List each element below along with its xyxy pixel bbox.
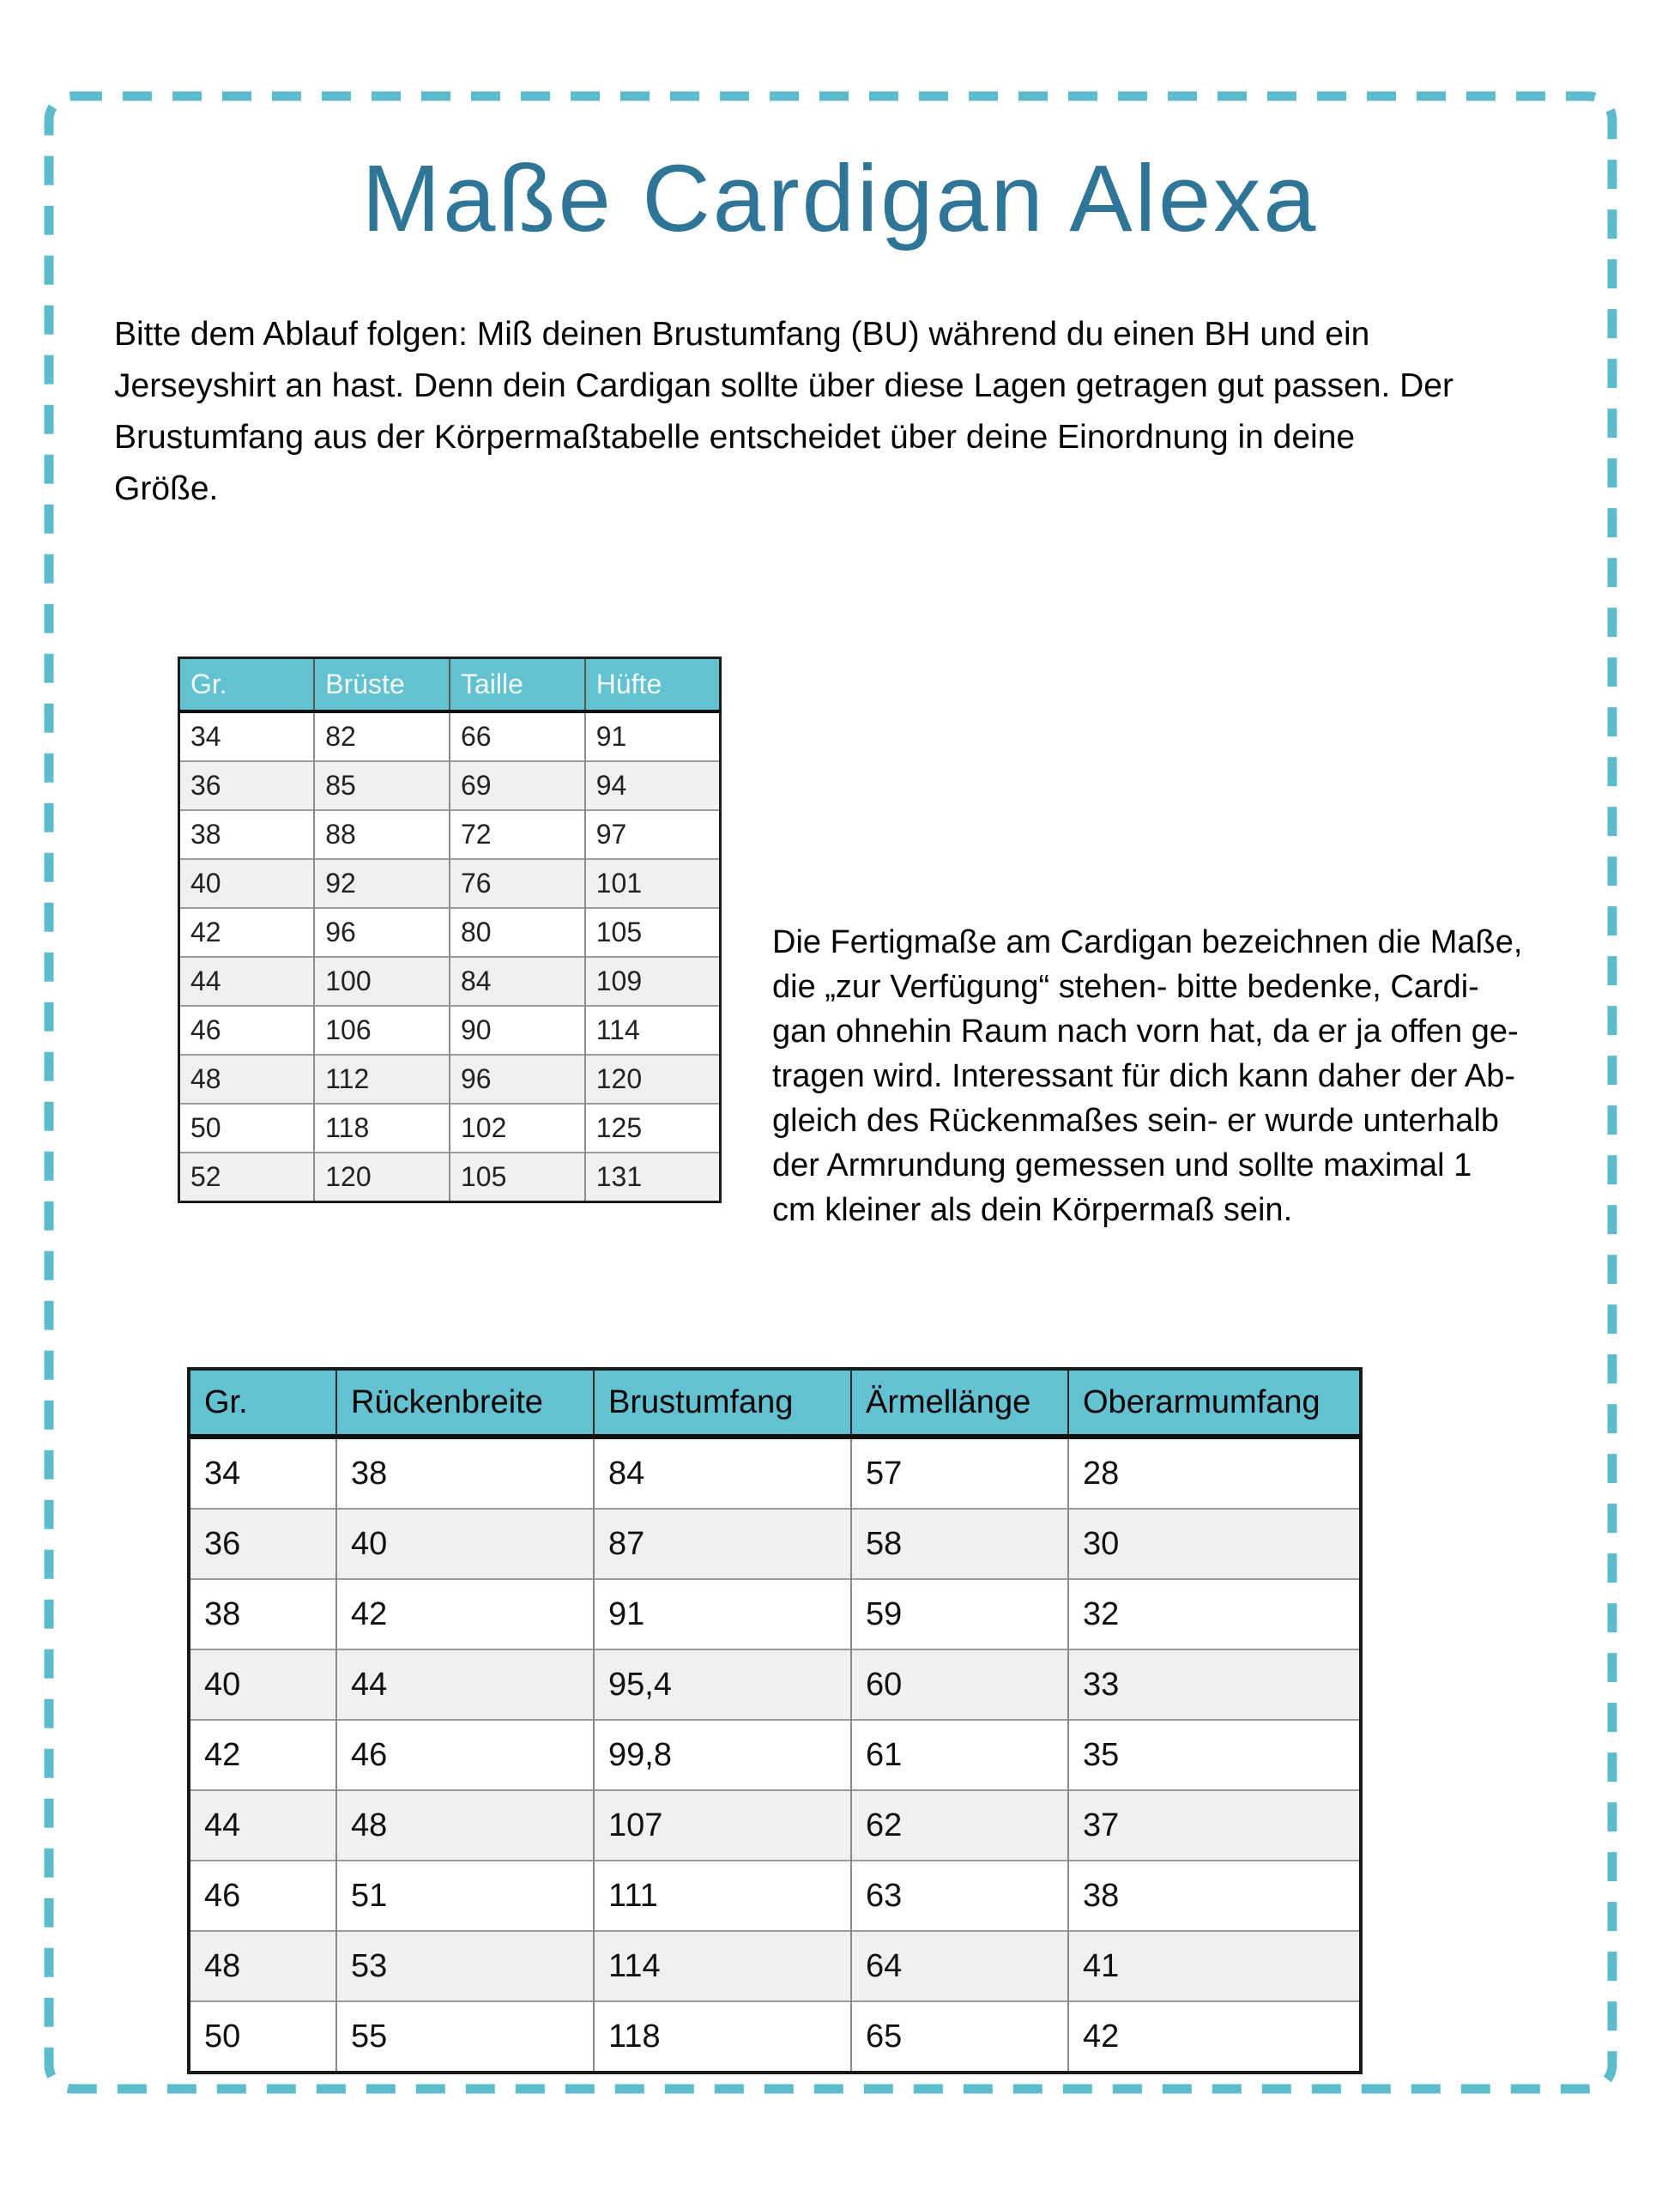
table-cell: 44	[336, 1649, 594, 1720]
table-cell: 118	[314, 1104, 450, 1153]
table-cell: 87	[594, 1509, 851, 1579]
table-cell: 84	[594, 1437, 851, 1509]
table-row	[189, 1579, 1361, 1649]
table-row	[189, 1649, 1361, 1720]
table-header-row	[179, 658, 721, 712]
intro-paragraph	[114, 309, 1573, 515]
table-row	[179, 957, 721, 1006]
table-cell: 82	[314, 711, 450, 761]
koerpermass-table-head	[179, 658, 721, 712]
table-row	[189, 1931, 1361, 2001]
column-header: Rückenbreite	[336, 1369, 594, 1437]
text-line: die „zur Verfügung“ stehen- bitte bedenke, Cardi-	[772, 969, 1479, 1005]
table-cell: 94	[585, 761, 721, 810]
table-cell: 34	[189, 1437, 336, 1509]
text-line: Bitte dem Ablauf folgen: Miß deinen Brustumfang (BU) während du einen BH und ein	[114, 316, 1370, 353]
table-cell: 69	[450, 761, 585, 810]
table-cell: 107	[594, 1790, 851, 1861]
table-cell: 38	[1068, 1861, 1361, 1931]
table-cell: 38	[189, 1579, 336, 1649]
column-header: Hüfte	[585, 658, 721, 712]
table-cell: 118	[594, 2001, 851, 2073]
table-cell: 66	[450, 711, 585, 761]
table-cell: 42	[1068, 2001, 1361, 2073]
table-header-row	[189, 1369, 1361, 1437]
text-line: tragen wird. Interessant für dich kann daher der Ab-	[772, 1058, 1516, 1094]
table-row	[179, 1104, 721, 1153]
table-row	[179, 1153, 721, 1202]
table-cell: 42	[336, 1579, 594, 1649]
table-cell: 48	[179, 1055, 315, 1104]
table-cell: 90	[450, 1006, 585, 1055]
table-cell: 64	[851, 1931, 1068, 2001]
table-cell: 105	[450, 1153, 585, 1202]
table-cell: 44	[179, 957, 315, 1006]
fertigmass-table-head	[189, 1369, 1361, 1437]
table-cell: 50	[189, 2001, 336, 2073]
table-cell: 80	[450, 908, 585, 957]
table-cell: 55	[336, 2001, 594, 2073]
table-row	[179, 761, 721, 810]
table-cell: 35	[1068, 1720, 1361, 1790]
table-cell: 51	[336, 1861, 594, 1931]
fertigmass-note-paragraph	[772, 920, 1570, 1232]
column-header: Taille	[450, 658, 585, 712]
table-cell: 97	[585, 810, 721, 859]
table-row	[179, 908, 721, 957]
table-cell: 28	[1068, 1437, 1361, 1509]
koerpermass-table-body	[179, 711, 721, 1202]
table-cell: 37	[1068, 1790, 1361, 1861]
table-cell: 40	[189, 1649, 336, 1720]
table-cell: 106	[314, 1006, 450, 1055]
table-cell: 109	[585, 957, 721, 1006]
column-header: Ärmellänge	[851, 1369, 1068, 1437]
table-cell: 36	[189, 1509, 336, 1579]
table-row	[189, 1790, 1361, 1861]
table-row	[179, 859, 721, 908]
table-cell: 42	[179, 908, 315, 957]
text-line: Die Fertigmaße am Cardigan bezeichnen die Maße,	[772, 924, 1523, 960]
table-cell: 30	[1068, 1509, 1361, 1579]
table-cell: 36	[179, 761, 315, 810]
column-header: Brüste	[314, 658, 450, 712]
table-cell: 96	[314, 908, 450, 957]
table-cell: 32	[1068, 1579, 1361, 1649]
table-cell: 91	[594, 1579, 851, 1649]
text-line: Größe.	[114, 470, 219, 507]
table-cell: 92	[314, 859, 450, 908]
table-row	[189, 1861, 1361, 1931]
fertigmass-table	[187, 1367, 1363, 2074]
table-cell: 42	[189, 1720, 336, 1790]
table-cell: 40	[179, 859, 315, 908]
table-cell: 120	[314, 1153, 450, 1202]
table-row	[189, 1509, 1361, 1579]
table-row	[179, 1055, 721, 1104]
table-row	[179, 810, 721, 859]
table-cell: 46	[189, 1861, 336, 1931]
table-cell: 76	[450, 859, 585, 908]
table-cell: 38	[336, 1437, 594, 1509]
table-cell: 46	[179, 1006, 315, 1055]
table-cell: 131	[585, 1153, 721, 1202]
table-cell: 85	[314, 761, 450, 810]
table-row	[189, 1720, 1361, 1790]
table-row	[179, 711, 721, 761]
table-cell: 95,4	[594, 1649, 851, 1720]
column-header: Brustumfang	[594, 1369, 851, 1437]
table-cell: 91	[585, 711, 721, 761]
text-line: cm kleiner als dein Körpermaß sein.	[772, 1192, 1293, 1228]
table-cell: 44	[189, 1790, 336, 1861]
table-cell: 101	[585, 859, 721, 908]
table-cell: 60	[851, 1649, 1068, 1720]
table-cell: 96	[450, 1055, 585, 1104]
table-cell: 46	[336, 1720, 594, 1790]
table-row	[189, 1437, 1361, 1509]
table-cell: 100	[314, 957, 450, 1006]
table-cell: 53	[336, 1931, 594, 2001]
table-cell: 111	[594, 1861, 851, 1931]
table-cell: 102	[450, 1104, 585, 1153]
text-line: der Armrundung gemessen und sollte maximal 1	[772, 1147, 1472, 1183]
text-line: gan ohnehin Raum nach vorn hat, da er ja offen ge-	[772, 1014, 1519, 1050]
table-cell: 105	[585, 908, 721, 957]
table-cell: 59	[851, 1579, 1068, 1649]
table-cell: 41	[1068, 1931, 1361, 2001]
table-cell: 61	[851, 1720, 1068, 1790]
text-line: gleich des Rückenmaßes sein- er wurde unterhalb	[772, 1103, 1499, 1139]
column-header: Gr.	[179, 658, 315, 712]
table-cell: 88	[314, 810, 450, 859]
table-row	[189, 2001, 1361, 2073]
table-cell: 58	[851, 1509, 1068, 1579]
table-cell: 114	[585, 1006, 721, 1055]
table-cell: 50	[179, 1104, 315, 1153]
table-cell: 48	[336, 1790, 594, 1861]
table-cell: 125	[585, 1104, 721, 1153]
text-line: Jerseyshirt an hast. Denn dein Cardigan sollte über diese Lagen getragen gut passen. Der	[114, 367, 1453, 404]
table-cell: 84	[450, 957, 585, 1006]
table-cell: 63	[851, 1861, 1068, 1931]
table-cell: 99,8	[594, 1720, 851, 1790]
table-cell: 57	[851, 1437, 1068, 1509]
table-cell: 72	[450, 810, 585, 859]
table-cell: 120	[585, 1055, 721, 1104]
page-title: Maße Cardigan Alexa	[361, 146, 1319, 251]
fertigmass-table-body	[189, 1437, 1361, 2073]
column-header: Gr.	[189, 1369, 336, 1437]
table-cell: 48	[189, 1931, 336, 2001]
text-line: Brustumfang aus der Körpermaßtabelle entscheidet über deine Einordnung in deine	[114, 419, 1356, 456]
table-cell: 38	[179, 810, 315, 859]
column-header: Oberarmumfang	[1068, 1369, 1361, 1437]
table-cell: 114	[594, 1931, 851, 2001]
koerpermass-table	[178, 657, 722, 1203]
table-cell: 62	[851, 1790, 1068, 1861]
table-cell: 40	[336, 1509, 594, 1579]
table-row	[179, 1006, 721, 1055]
table-cell: 33	[1068, 1649, 1361, 1720]
table-cell: 34	[179, 711, 315, 761]
table-cell: 65	[851, 2001, 1068, 2073]
table-cell: 52	[179, 1153, 315, 1202]
table-cell: 112	[314, 1055, 450, 1104]
